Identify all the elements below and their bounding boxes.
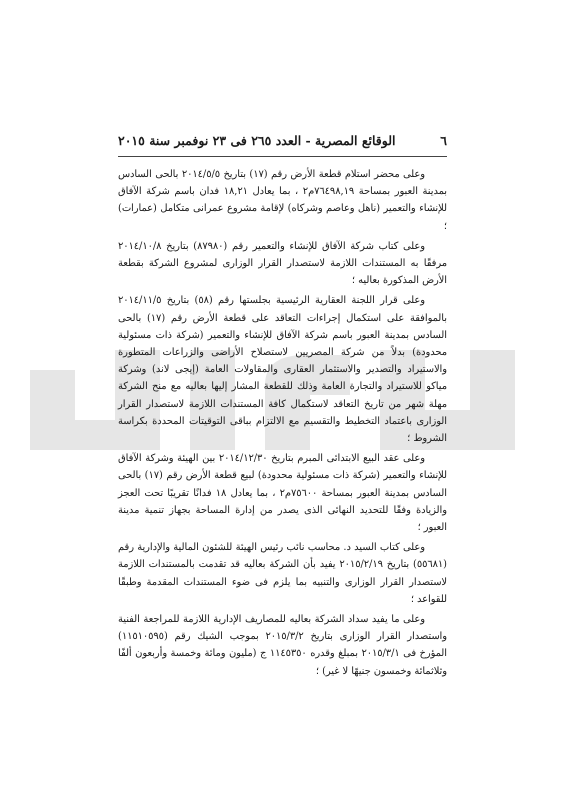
header-divider [118, 156, 447, 157]
paragraph-sale-contract: وعلى عقد البيع الابتدائى المبرم بتاريخ ٢٠١٤/١٢/٣٠ بين الهيئة وشركة الآفاق للإنشاء والتعمير (شركة ذات مسئولية محدودة) لبيع قطعة الأرض رقم (١٧) بالحى السادس بمدينة العبور بمساحة ٧٥٦٠٠م٢ ، بما يعادل ١٨ فدانًا تقريبًا تحت العجز والزيادة وفقًا للتحديد النهائى الذى يصدر من إدارة المساحة بجهاز تنمية مدينة العبور ؛ [118, 453, 448, 534]
paragraph-company-letter: وعلى كتاب شركة الآفاق للإنشاء والتعمير رقم (٨٧٩٨٠) بتاريخ ٢٠١٤/١٠/٨ مرفقًا به المستندات اللازمة لاستصدار القرار الوزارى لمشروع الشركة بقطعة الأرض المذكورة بعاليه ؛ [118, 240, 447, 287]
paragraph-fees-payment: وعلى ما يفيد سداد الشركة بعاليه للمصاريف الإدارية اللازمة للمراجعة الفنية واستصدار القرار الوزارى بتاريخ ٢٠١٥/٣/٢ بموجب الشيك رقم (١١٥١٠٥٩٥) المؤرخ فى ٢٠١٥/٣/١ بمبلغ وقدره ١١٤٥٣٥٠ ج (مليون ومائة وخمسة وأربعون ألفًا وثلاثمائة وخمسون جنيهًا لا غير) ؛ [118, 614, 447, 677]
gazette-title: الوقائع المصرية - العدد ٢٦٥ فى ٢٣ نوفمبر سنة ٢٠١٥ [118, 132, 396, 148]
paragraph-vice-president-letter: وعلى كتاب السيد د. محاسب نائب رئيس الهيئة للشئون المالية والإدارية رقم (٥٥٦٨١) بتاريخ ٢٠١٥/٢/١٩ يفيد بأن الشركة بعاليه قد تقدمت بالمستندات اللازمة لاستصدار القرار الوزارى والتنبيه بما يلزم فى ضوء المستندات المقدمة وطبقًا للقواعد ؛ [118, 542, 447, 605]
page-number: ٦ [440, 132, 447, 148]
page-header [118, 131, 447, 149]
document-body [118, 166, 447, 680]
paragraph-land-receipt: وعلى محضر استلام قطعة الأرض رقم (١٧) بتاريخ ٢٠١٤/٥/٥ بالحى السادس بمدينة العبور بمساحة ٧٦٤٩٨,١٩م٢ ، بما يعادل ١٨,٢١ فدان باسم شركة الآفاق للإنشاء والتعمير (ناهل وعاصم وشركاه) لإقامة مشروع عمرانى متكامل (عمارات) ؛ [118, 169, 447, 232]
paragraph-committee-decision: وعلى قرار اللجنة العقارية الرئيسية بجلستها رقم (٥٨) بتاريخ ٢٠١٤/١١/٥ بالموافقة على استكمال إجراءات التعاقد على قطعة الأرض رقم (١٧) بالحى السادس بمدينة العبور باسم شركة الآفاق للإنشاء والتعمير (شركة ذات مسئولية محدودة) بدلاً من شركة المصريين لاستصلاح الأراضى والزراعات المتطورة والاستيراد والتصدير والاستثمار العقارى والمقاولات العامة (إيجى لاند) وشركة مياكو للاستيراد والتجارة العامة وذلك للقطعة المشار إليها بعاليه مع منح الشركة مهلة شهر من تاريخ التعاقد لاستكمال كافة المستندات اللازمة لاستصدار القرار الوزارى باعتماد التخطيط والتقسيم مع الالتزام بباقى التوقيتات المحددة بكراسة الشروط ؛ [118, 295, 447, 445]
